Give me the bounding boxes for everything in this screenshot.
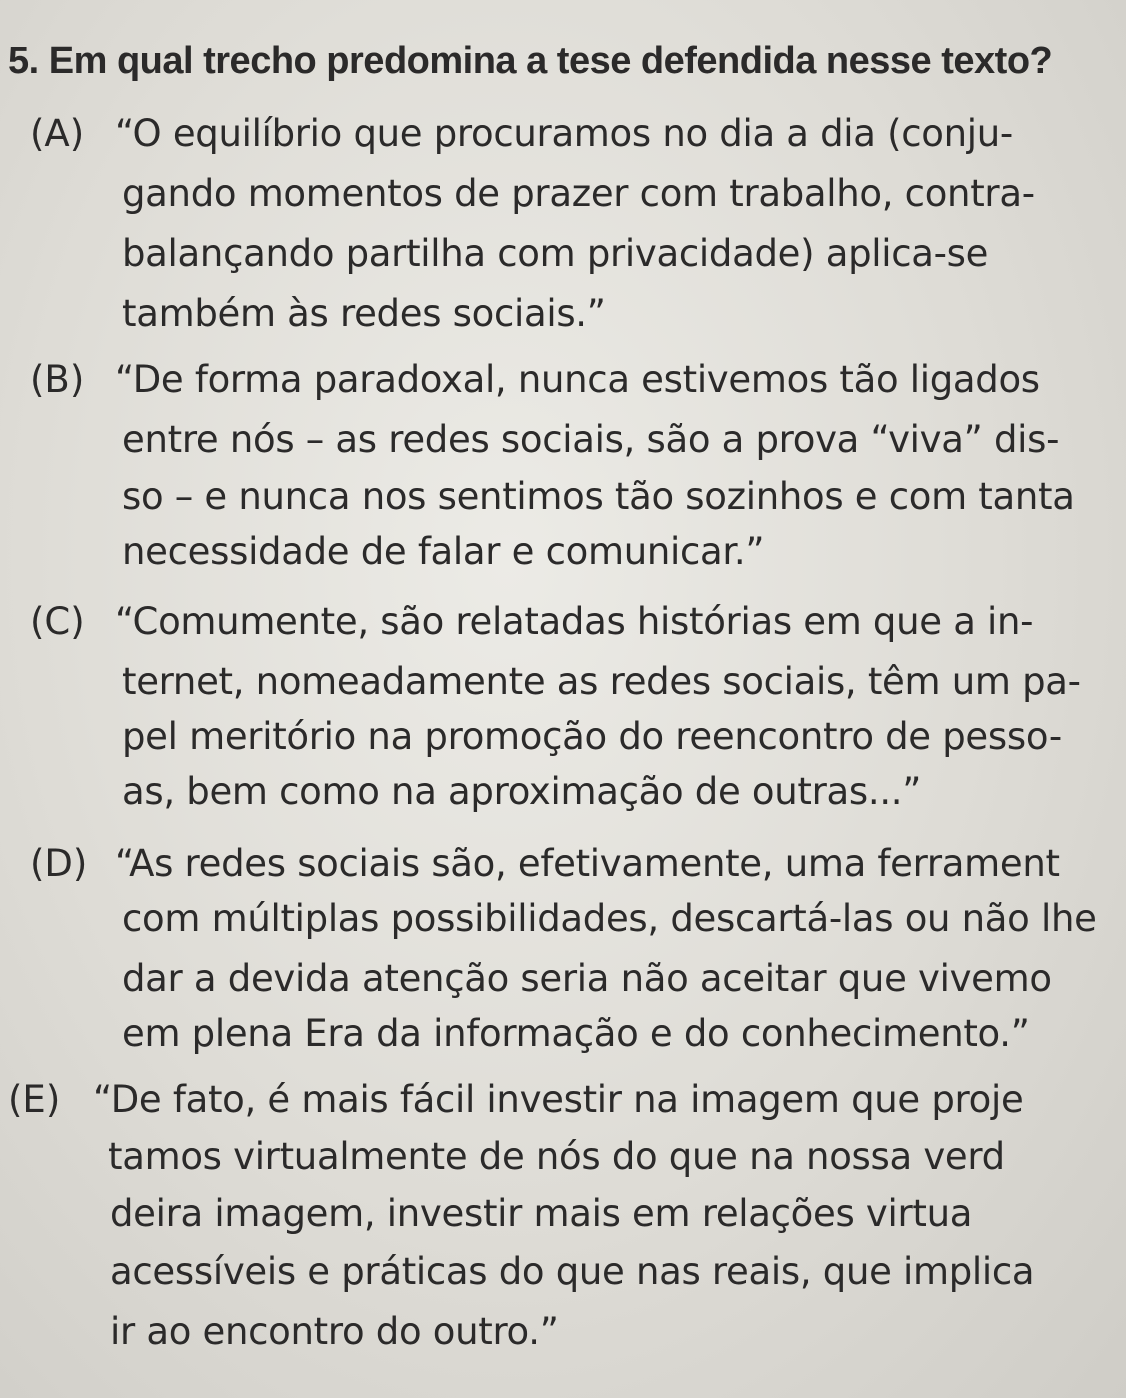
option-b-line-1: “De forma paradoxal, nunca estivemos tão ligados — [115, 358, 1040, 401]
option-d-line-3: dar a devida atenção seria não aceitar que vivemo — [122, 957, 1052, 1000]
option-d-line-4: em plena Era da informação e do conhecimento.” — [122, 1012, 1030, 1055]
option-a-line-3: balançando partilha com privacidade) aplica-se — [122, 232, 989, 275]
option-b-line-4: necessidade de falar e comunicar.” — [122, 530, 765, 573]
option-d-line-1: “As redes sociais são, efetivamente, uma ferrament — [115, 842, 1060, 885]
option-d-letter: (D) — [30, 842, 88, 885]
option-d-line-2: com múltiplas possibilidades, descartá-las ou não lhe — [122, 897, 1097, 940]
option-e-line-2: tamos virtualmente de nós do que na nossa verd — [108, 1135, 1005, 1178]
option-c-line-4: as, bem como na aproximação de outras...” — [122, 770, 922, 813]
option-b-letter: (B) — [30, 358, 85, 401]
question-title: 5. Em qual trecho predomina a tese defendida nesse texto? — [8, 40, 1053, 82]
option-e-line-1: “De fato, é mais fácil investir na imagem que proje — [93, 1078, 1024, 1121]
option-e-line-4: acessíveis e práticas do que nas reais, que implica — [110, 1250, 1035, 1293]
option-e-line-3: deira imagem, investir mais em relações virtua — [110, 1192, 973, 1235]
option-a-line-4: também às redes sociais.” — [122, 292, 606, 335]
option-a-line-2: gando momentos de prazer com trabalho, contra- — [122, 172, 1035, 215]
option-e-letter: (E) — [8, 1078, 61, 1121]
option-c-letter: (C) — [30, 600, 85, 643]
option-c-line-1: “Comumente, são relatadas histórias em que a in- — [115, 600, 1034, 643]
option-a-letter: (A) — [30, 112, 85, 155]
option-b-line-3: so – e nunca nos sentimos tão sozinhos e com tanta — [122, 475, 1075, 518]
option-c-line-3: pel meritório na promoção do reencontro de pesso- — [122, 715, 1062, 758]
option-b-line-2: entre nós – as redes sociais, são a prova “viva” dis- — [122, 418, 1060, 461]
option-c-line-2: ternet, nomeadamente as redes sociais, têm um pa- — [122, 660, 1081, 703]
option-a-line-1: “O equilíbrio que procuramos no dia a dia (conju- — [115, 112, 1013, 155]
option-e-line-5: ir ao encontro do outro.” — [110, 1310, 559, 1353]
